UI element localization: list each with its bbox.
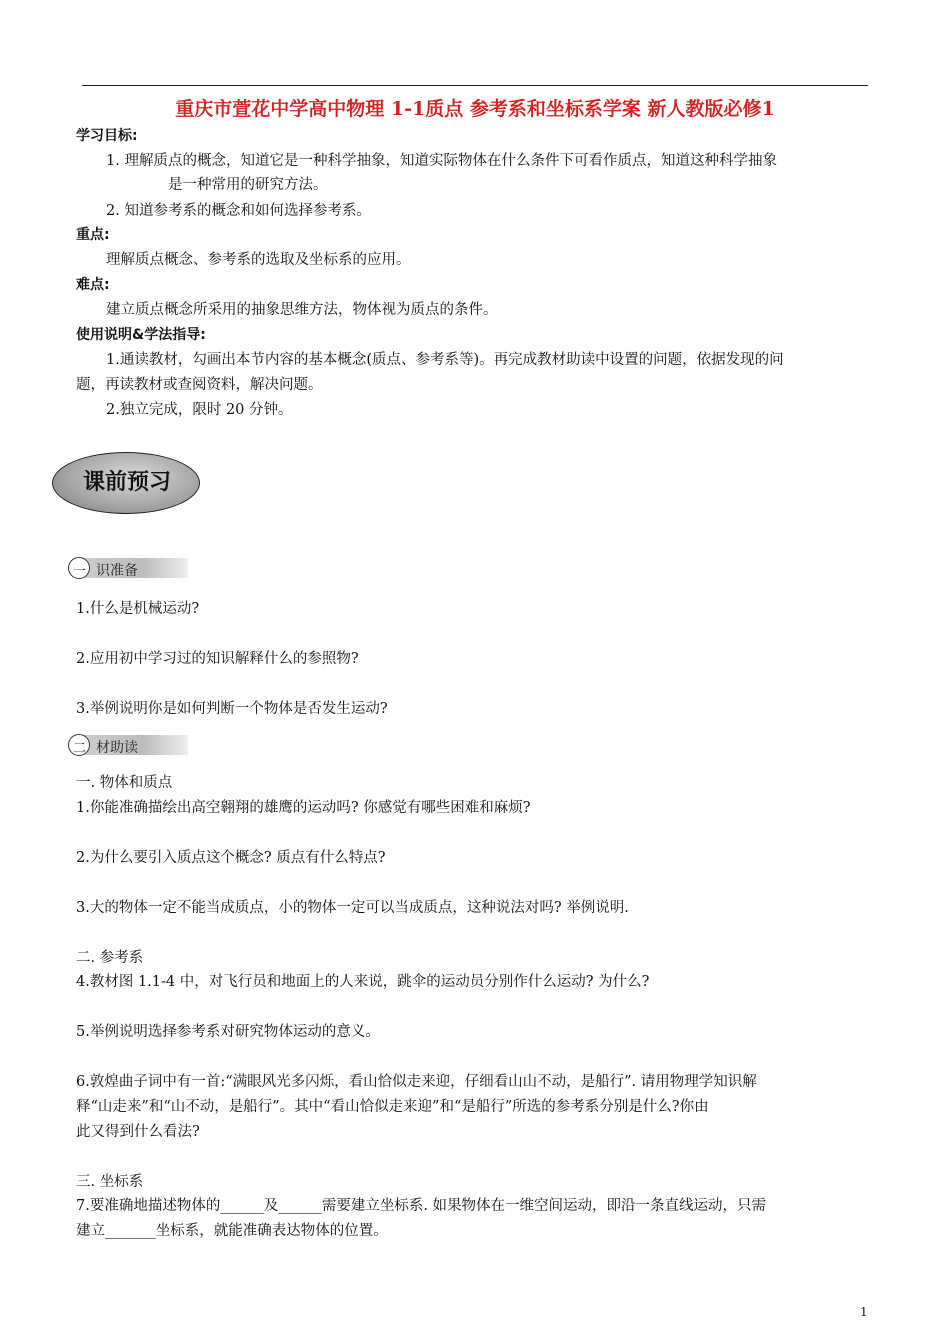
question-item-cont: 建立_______坐标系，就能准确表达物体的位置。 bbox=[76, 1223, 388, 1239]
goal-item-1-cont: 是一种常用的研究方法。 bbox=[168, 177, 328, 193]
question-item: 5.举例说明选择参考系对研究物体运动的意义。 bbox=[76, 1024, 380, 1040]
section-2-title: 材助读 bbox=[96, 740, 138, 756]
key-point-text: 理解质点概念、参考系的选取及坐标系的应用。 bbox=[106, 252, 411, 268]
question-item: 3.举例说明你是如何判断一个物体是否发生运动? bbox=[76, 701, 388, 717]
subsection-title: 二. 参考系 bbox=[76, 950, 144, 966]
goal-item-1: 1. 理解质点的概念，知道它是一种科学抽象，知道实际物体在什么条件下可看作质点，知道这种科学抽象 bbox=[106, 153, 777, 169]
subsection-title: 三. 坐标系 bbox=[76, 1174, 144, 1190]
question-item-cont: 此又得到什么看法? bbox=[76, 1124, 200, 1140]
usage-line-1: 1.通读教材，勾画出本节内容的基本概念(质点、参考系等)。再完成教材助读中设置的问题，依据发现的问 bbox=[106, 352, 784, 368]
header-rule bbox=[82, 85, 868, 86]
goals-label: 学习目标: bbox=[76, 128, 138, 144]
question-item: 7.要准确地描述物体的______及______需要建立坐标系. 如果物体在一维空间运动，即沿一条直线运动，只需 bbox=[76, 1198, 767, 1214]
page-number: 1 bbox=[860, 1305, 868, 1319]
difficulty-label: 难点: bbox=[76, 277, 110, 293]
subsection-title: 一. 物体和质点 bbox=[76, 775, 173, 791]
key-point-label: 重点: bbox=[76, 227, 110, 243]
question-item: 1.什么是机械运动? bbox=[76, 601, 200, 617]
section-1-title: 识准备 bbox=[96, 563, 138, 579]
section-2-number: 二 bbox=[73, 741, 87, 756]
question-item: 2.为什么要引入质点这个概念? 质点有什么特点? bbox=[76, 850, 386, 866]
question-item: 1.你能准确描绘出高空翱翔的雄鹰的运动吗? 你感觉有哪些困难和麻烦? bbox=[76, 800, 531, 816]
document-title: 重庆市萱花中学高中物理 1-1质点 参考系和坐标系学案 新人教版必修1 bbox=[175, 98, 775, 120]
section-1-number: 一 bbox=[73, 564, 87, 579]
usage-label: 使用说明&学法指导: bbox=[76, 327, 206, 343]
question-item: 2.应用初中学习过的知识解释什么的参照物? bbox=[76, 651, 359, 667]
question-item: 4.教材图 1.1-4 中，对飞行员和地面上的人来说，跳伞的运动员分别作什么运动? 为什么? bbox=[76, 974, 650, 990]
difficulty-text: 建立质点概念所采用的抽象思维方法，物体视为质点的条件。 bbox=[106, 302, 498, 318]
usage-line-2: 题，再读教材或查阅资料，解决问题。 bbox=[76, 377, 323, 393]
question-item: 3.大的物体一定不能当成质点，小的物体一定可以当成质点，这种说法对吗? 举例说明. bbox=[76, 900, 629, 916]
preview-badge-text: 课前预习 bbox=[82, 470, 171, 495]
question-item: 6.敦煌曲子词中有一首:“满眼风光多闪烁，看山恰似走来迎，仔细看山山不动，是船行”. 请用物理学知识解 bbox=[76, 1074, 757, 1090]
goal-item-2: 2. 知道参考系的概念和如何选择参考系。 bbox=[106, 203, 371, 219]
usage-line-3: 2.独立完成，限时 20 分钟。 bbox=[106, 402, 293, 418]
question-item-cont: 释“山走来”和“山不动，是船行”。其中“看山恰似走来迎”和“是船行”所选的参考系分别是什么?你由 bbox=[76, 1099, 709, 1115]
